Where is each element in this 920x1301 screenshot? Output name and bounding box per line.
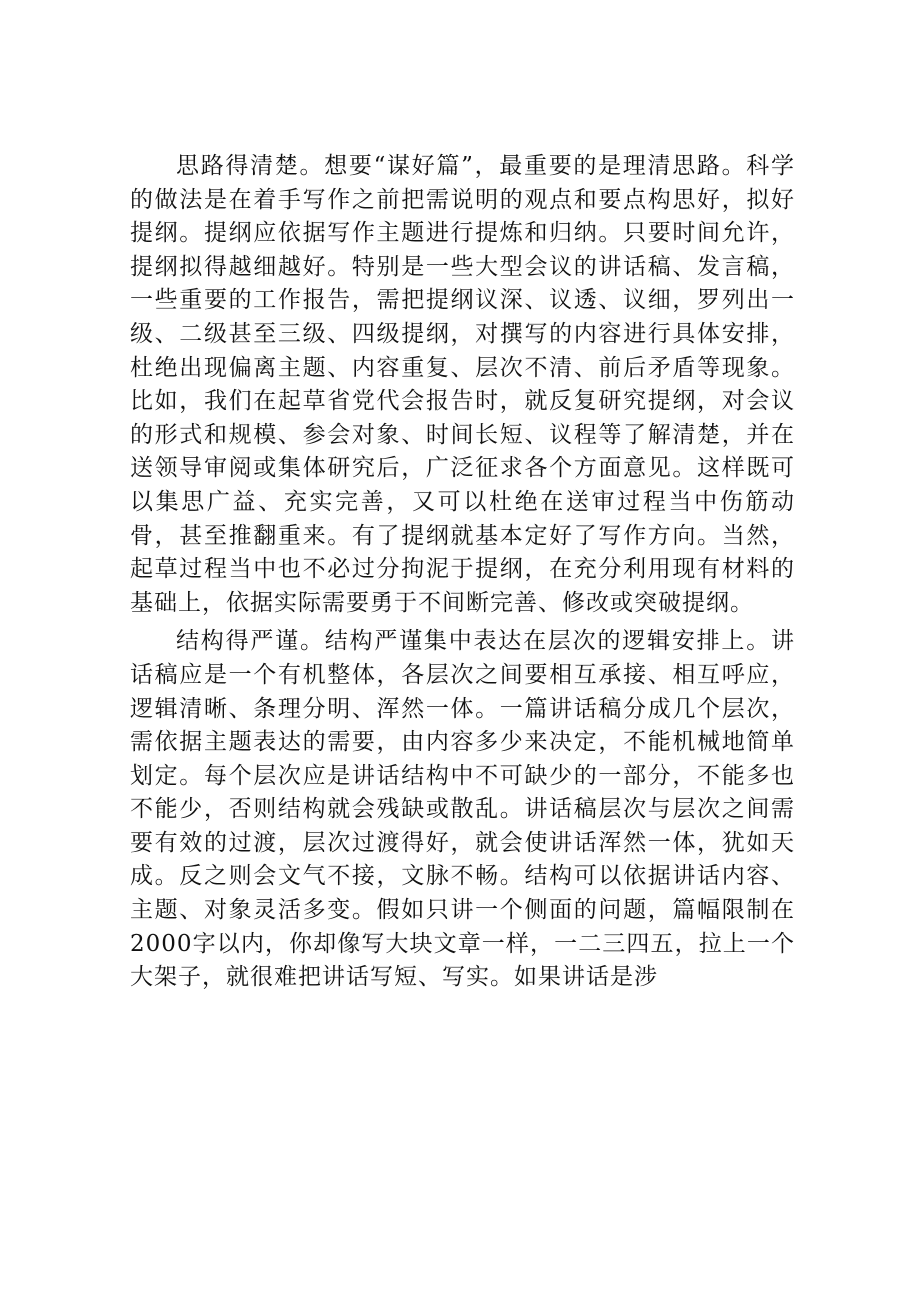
document-body (130, 150, 795, 995)
paragraph-outline: 思路得清楚。想要“谋好篇”，最重要的是理清思路。科学的做法是在着手写作之前把需说明的观点和要点构思好，拟好提纲。提纲应依据写作主题进行提炼和归纳。只要时间允许，提纲拟得越细越好。特别是一些大型会议的讲话稿、发言稿，一些重要的工作报告，需把提纲议深、议透、议细，罗列出一级、二级甚至三级、四级提纲，对撰写的内容进行具体安排，杜绝出现偏离主题、内容重复、层次不清、前后矛盾等现象。比如，我们在起草省党代会报告时，就反复研究提纲，对会议的形式和规模、参会对象、时间长短、议程等了解清楚，并在送领导审阅或集体研究后，广泛征求各个方面意见。这样既可以集思广益、充实完善，又可以杜绝在送审过程当中伤筋动骨，甚至推翻重来。有了提纲就基本定好了写作方向。当然，起草过程当中也不必过分拘泥于提纲，在充分利用现有材料的基础上，依据实际需要勇于不间断完善、修改或突破提纲。 (130, 153, 795, 616)
paragraph-structure: 结构得严谨。结构严谨集中表达在层次的逻辑安排上。讲话稿应是一个有机整体，各层次之间要相互承接、相互呼应，逻辑清晰、条理分明、浑然一体。一篇讲话稿分成几个层次，需依据主题表达的需要，由内容多少来决定，不能机械地简单划定。每个层次应是讲话结构中不可缺少的一部分，不能多也不能少，否则结构就会残缺或散乱。讲话稿层次与层次之间需要有效的过渡，层次过渡得好，就会使讲话浑然一体，犹如天成。反之则会文气不接，文脉不畅。结构可以依据讲话内容、主题、对象灵活多变。假如只讲一个侧面的问题，篇幅限制在2000字以内，你却像写大块文章一样，一二三四五，拉上一个大架子，就很难把讲话写短、写实。如果讲话是涉 (130, 628, 795, 991)
